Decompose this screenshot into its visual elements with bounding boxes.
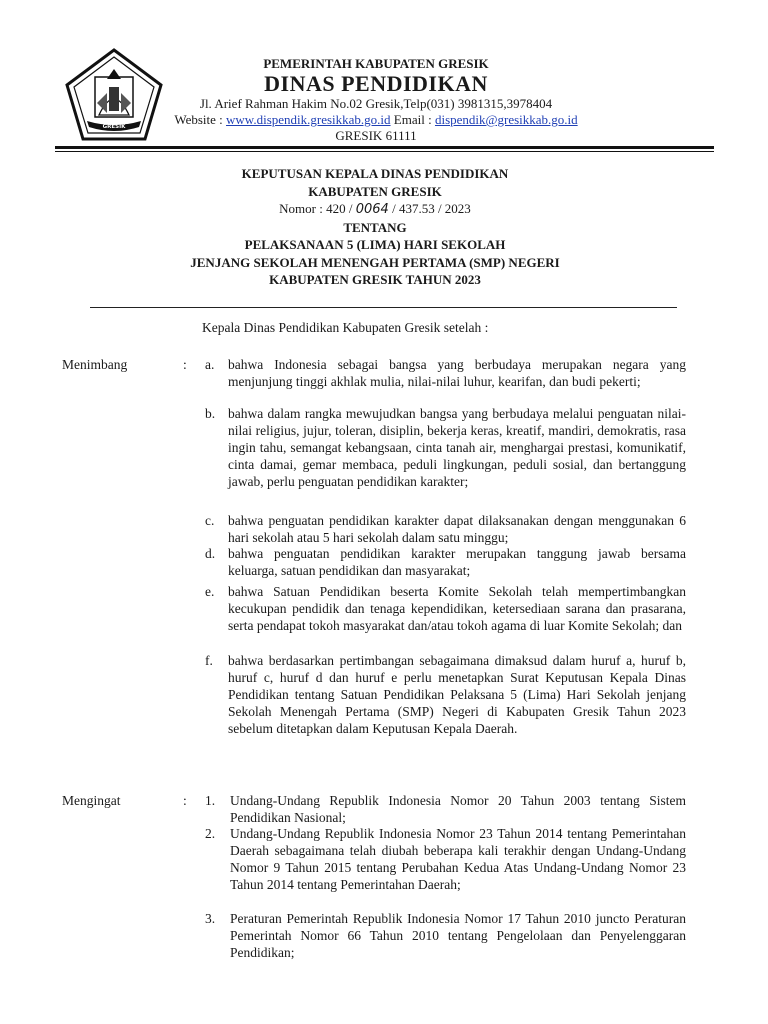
mengingat-item-3 bbox=[205, 911, 686, 962]
menimbang-item-c bbox=[205, 513, 686, 547]
tentang-heading: TENTANG bbox=[343, 219, 407, 235]
item-marker: f. bbox=[205, 653, 213, 668]
menimbang-item-d bbox=[205, 546, 686, 580]
website-label: Website : bbox=[174, 112, 223, 127]
mengingat-colon: : bbox=[183, 793, 187, 808]
item-text: Undang-Undang Republik Indonesia Nomor 23 Tahun 2014 tentang Pemerintahan Daerah sebagaimana telah diubah beberapa kali terakhir dengan Undang-Undang Nomor 9 Tahun 2015 tentang Perubahan Kedua Atas Undang-Undang Nomor 23 Tahun 2014 tentang Pemerintahan Daerah; bbox=[230, 826, 686, 892]
logo-caption: GRESIK bbox=[102, 124, 126, 130]
menimbang-item-e bbox=[205, 584, 686, 635]
item-marker: c. bbox=[205, 513, 215, 528]
decree-title bbox=[90, 165, 660, 289]
item-text: bahwa Indonesia sebagai bangsa yang berbudaya merupakan negara yang menjunjung tinggi akhlak mulia, nilai-nilai luhur, kearifan, dan budi pekerti; bbox=[228, 357, 686, 389]
item-text: bahwa penguatan pendidikan karakter dapat dilaksanakan dengan menggunakan 6 hari sekolah atau 5 hari sekolah dalam satu minggu; bbox=[228, 513, 686, 545]
item-marker: e. bbox=[205, 584, 215, 599]
decree-number bbox=[90, 200, 660, 219]
city-postcode: GRESIK 61111 bbox=[335, 128, 417, 143]
item-marker: a. bbox=[205, 357, 215, 372]
contact-line bbox=[170, 112, 582, 128]
subject-line-1: PELAKSANAAN 5 (LIMA) HARI SEKOLAH bbox=[244, 237, 506, 252]
item-marker: 1. bbox=[205, 793, 216, 808]
nomor-suffix: / 437.53 / 2023 bbox=[392, 201, 471, 216]
subject-line-2: JENJANG SEKOLAH MENENGAH PERTAMA (SMP) NEGERI bbox=[190, 254, 560, 270]
item-text: bahwa Satuan Pendidikan beserta Komite Sekolah telah mempertimbangkan kecukupan pendidik dan tenaga kependidikan, ketersediaan sarana dan prasarana, serta pendapat tokoh masyarakat dan/atau tokoh agama di luar Komite Sekolah; dan bbox=[228, 584, 686, 633]
menimbang-item-a bbox=[205, 357, 686, 391]
mengingat-label: Mengingat bbox=[62, 793, 121, 808]
item-marker: d. bbox=[205, 546, 216, 561]
menimbang-label: Menimbang bbox=[62, 357, 128, 372]
menimbang-colon: : bbox=[183, 357, 187, 372]
menimbang-item-b bbox=[205, 406, 686, 491]
item-marker: 3. bbox=[205, 911, 216, 926]
item-text: bahwa penguatan pendidikan karakter merupakan tanggung jawab bersama keluarga, satuan pendidikan dan masyarakat; bbox=[228, 546, 686, 578]
title-divider bbox=[90, 307, 677, 308]
opening-sentence: Kepala Dinas Pendidikan Kabupaten Gresik setelah : bbox=[202, 320, 489, 335]
nomor-prefix: Nomor : 420 / bbox=[279, 201, 353, 216]
agency-address: Jl. Arief Rahman Hakim No.02 Gresik,Telp(031) 3981315,3978404 bbox=[199, 96, 553, 111]
gresik-coat-of-arms-logo bbox=[63, 47, 165, 143]
item-text: bahwa berdasarkan pertimbangan sebagaimana dimaksud dalam huruf a, huruf b, huruf c, huruf d dan huruf e perlu menetapkan Surat Keputusan Kepala Dinas Pendidikan tentang Satuan Pendidikan Pelaksana 5 (Lima) Hari Sekolah jenjang Sekolah Menengah Pertama (SMP) Negeri di Kabupaten Gresik Tahun 2023 sebelum ditetapkan dalam Keputusan Kepala Daerah. bbox=[228, 653, 686, 736]
letterhead bbox=[170, 56, 582, 144]
title-line-1: KEPUTUSAN KEPALA DINAS PENDIDIKAN bbox=[241, 166, 509, 181]
item-text: Peraturan Pemerintah Republik Indonesia Nomor 17 Tahun 2010 juncto Peraturan Pemerintah Nomor 66 Tahun 2010 tentang Pengelolaan dan Penyelenggaran Pendidikan; bbox=[230, 911, 686, 960]
agency-name: DINAS PENDIDIKAN bbox=[264, 71, 488, 96]
government-name: PEMERINTAH KABUPATEN GRESIK bbox=[263, 56, 489, 71]
email-link[interactable]: dispendik@gresikkab.go.id bbox=[434, 112, 578, 127]
website-link[interactable]: www.dispendik.gresikkab.go.id bbox=[226, 112, 391, 127]
item-marker: b. bbox=[205, 406, 216, 421]
item-text: bahwa dalam rangka mewujudkan bangsa yang berbudaya melalui penguatan nilai-nilai religius, jujur, toleran, disiplin, bekerja keras, kreatif, mandiri, demokratis, rasa ingin tahu, semangat kebangsaan, cinta tanah air, menghargai prestasi, komunikatif, cinta damai, gemar membaca, peduli lingkungan, peduli sosial, dan bertanggung jawab, perlu penguatan pendidikan karakter; bbox=[228, 406, 686, 489]
menimbang-item-f bbox=[205, 653, 686, 738]
nomor-handwritten: 0064 bbox=[355, 202, 389, 217]
item-marker: 2. bbox=[205, 826, 216, 841]
mengingat-item-1 bbox=[205, 793, 686, 827]
subject-line-3: KABUPATEN GRESIK TAHUN 2023 bbox=[269, 272, 481, 287]
email-label: Email : bbox=[393, 112, 432, 127]
mengingat-item-2 bbox=[205, 826, 686, 894]
letterhead-rule-thin bbox=[55, 151, 714, 152]
title-line-2: KABUPATEN GRESIK bbox=[308, 183, 442, 199]
letterhead-rule-thick bbox=[55, 146, 714, 149]
item-text: Undang-Undang Republik Indonesia Nomor 20 Tahun 2003 tentang Sistem Pendidikan Nasional; bbox=[230, 793, 686, 825]
